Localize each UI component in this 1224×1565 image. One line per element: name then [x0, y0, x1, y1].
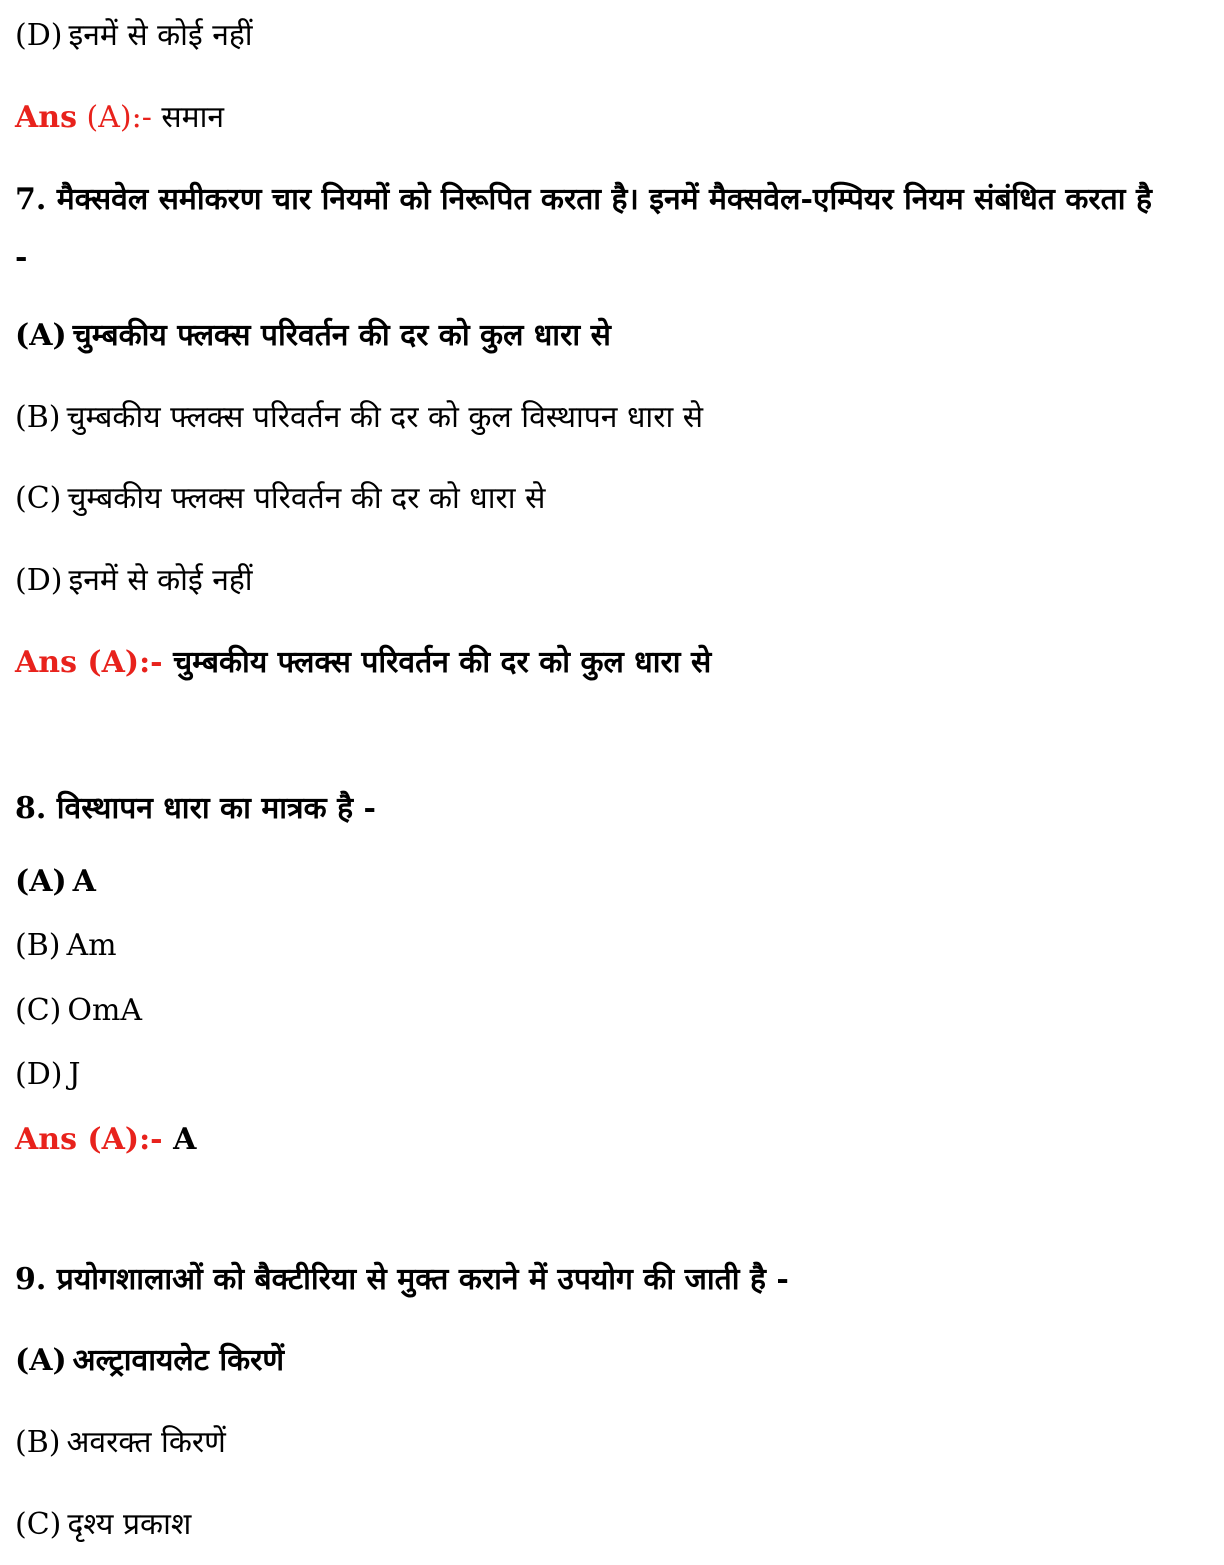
q8-option-d: [15, 1055, 1174, 1095]
q8-option-a-text: A: [72, 864, 96, 899]
q8-option-b: [15, 926, 1174, 966]
q6-answer: [15, 98, 1174, 138]
q6-answer-text: समान: [161, 100, 225, 135]
q6-option-d-label: (D): [15, 18, 63, 53]
q8-answer-label: Ans (A):-: [15, 1122, 163, 1157]
q7-option-b-text: चुम्बकीय फ्लक्स परिवर्तन की दर को कुल विस्थापन धारा से: [66, 400, 704, 435]
q9-option-c: [15, 1505, 1174, 1545]
q7-option-a-label: (A): [15, 318, 67, 353]
q9-option-c-label: (C): [15, 1507, 62, 1542]
q8-question: 8. विस्थापन धारा का मात्रक है -: [15, 791, 376, 826]
q7-option-b-label: (B): [15, 400, 61, 435]
q8-option-b-label: (B): [15, 928, 61, 963]
q9-option-a: [15, 1341, 1174, 1381]
q7-answer-text: चुम्बकीय फ्लक्स परिवर्तन की दर को कुल धारा से: [173, 645, 712, 680]
q8-option-a: [15, 862, 1174, 902]
q6-answer-prefix: Ans: [15, 100, 77, 135]
q7-option-d-text: इनमें से कोई नहीं: [68, 563, 253, 598]
q8-option-a-label: (A): [15, 864, 67, 899]
q9-option-c-text: दृश्य प्रकाश: [67, 1507, 192, 1542]
q8-answer-text: A: [173, 1122, 197, 1157]
q7-option-c-label: (C): [15, 481, 62, 516]
q6-answer-label: [15, 100, 152, 135]
q7-option-b: [15, 398, 1174, 438]
q6-option-d-text: इनमें से कोई नहीं: [68, 18, 253, 53]
q8-option-c-text: OmA: [67, 993, 143, 1028]
q8-option-c: [15, 991, 1174, 1031]
q7-option-a-text: चुम्बकीय फ्लक्स परिवर्तन की दर को कुल धारा से: [72, 318, 611, 353]
q8-answer: [15, 1120, 1174, 1160]
q9-option-b: [15, 1423, 1174, 1463]
q9-option-b-text: अवरक्त किरणें: [66, 1425, 226, 1460]
q9-option-a-label: (A): [15, 1343, 67, 1378]
q7-option-c-text: चुम्बकीय फ्लक्स परिवर्तन की दर को धारा से: [67, 481, 546, 516]
q8-option-d-text: J: [68, 1057, 81, 1092]
q9-option-b-label: (B): [15, 1425, 61, 1460]
q6-option-d: [15, 16, 1174, 56]
q7-option-a: [15, 316, 1174, 356]
q8-option-d-label: (D): [15, 1057, 63, 1092]
q7-option-d: [15, 561, 1174, 601]
q9-question: 9. प्रयोगशालाओं को बैक्टीरिया से मुक्त कराने में उपयोग की जाती है -: [15, 1262, 789, 1297]
q7-option-d-label: (D): [15, 563, 63, 598]
q9-option-a-text: अल्ट्रावायलेट किरणें: [72, 1343, 285, 1378]
q7-answer: [15, 643, 1174, 683]
q8-option-b-text: Am: [66, 928, 117, 963]
q7-option-c: [15, 479, 1174, 519]
q8-option-c-label: (C): [15, 993, 62, 1028]
q7-answer-label: Ans (A):-: [15, 645, 163, 680]
q7-question: 7. मैक्सवेल समीकरण चार नियमों को निरूपित करता है। इनमें मैक्सवेल-एम्पियर नियम संबंधित करता है -: [15, 182, 1152, 275]
q6-answer-letter: (A):-: [86, 100, 152, 135]
